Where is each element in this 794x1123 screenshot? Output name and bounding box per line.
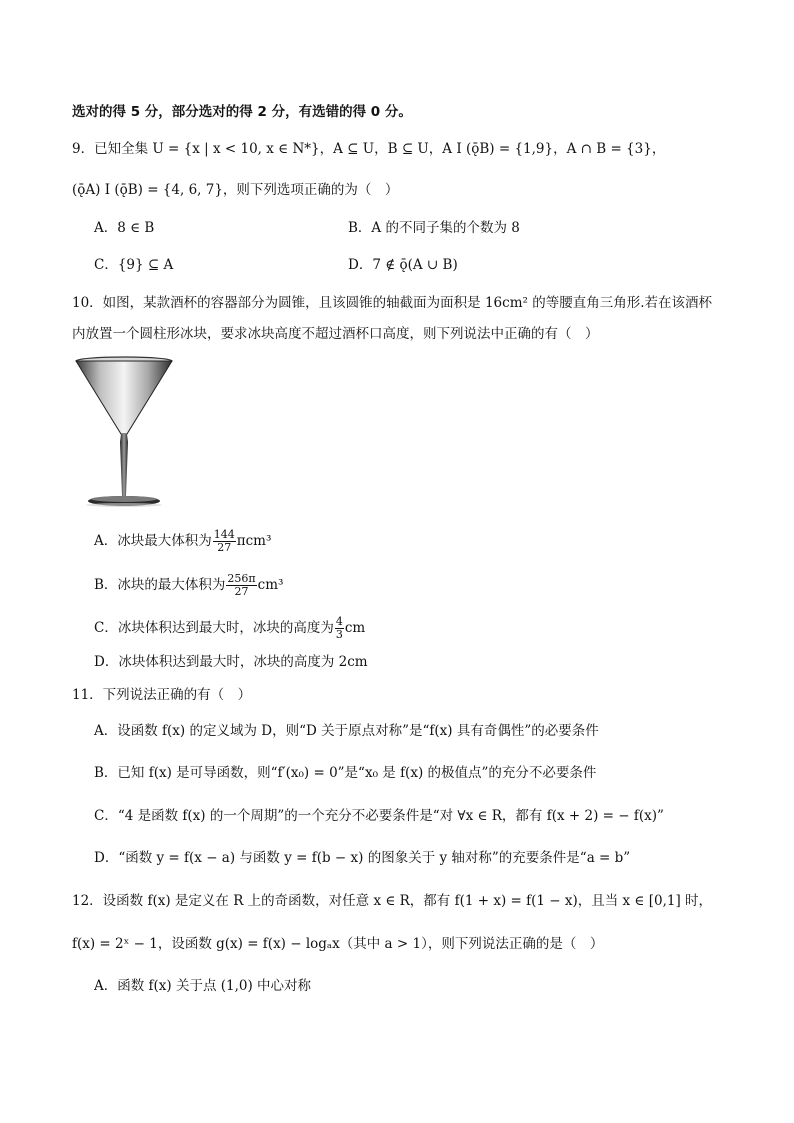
q10-stem-line2: 内放置一个圆柱形冰块，要求冰块高度不超过酒杯口高度，则下列说法中正确的有（ ） <box>72 326 599 342</box>
q9-stem-line1: 9．已知全集 U = {x | x < 10, x ∈ N*}，A ⊆ U，B ⊆ U，A I (ǭB) = {1,9}，A ∩ B = {3}， <box>72 141 666 157</box>
q11-option-c: C．“4 是函数 f(x) 的一个周期”的一个充分不必要条件是“对 ∀x ∈ R，都有 f(x + 2) = − f(x)” <box>94 808 664 824</box>
q12-stem-line1: 12．设函数 f(x) 是定义在 R 上的奇函数，对任意 x ∈ R，都有 f(1 + x) = f(1 − x)，且当 x ∈ [0,1] 时， <box>72 893 713 909</box>
q9-stem-line2: (ǭA) I (ǭB) = {4, 6, 7}，则下列选项正确的为（ ） <box>72 182 399 198</box>
martini-glass-figure <box>74 356 174 508</box>
scoring-note: 选对的得 5 分，部分选对的得 2 分，有选错的得 0 分。 <box>72 104 412 120</box>
fraction: $\frac{256\pi}{27}$ <box>227 572 256 598</box>
q9-option-b: B．A 的不同子集的个数为 8 <box>348 220 520 236</box>
q10-option-d: D．冰块体积达到最大时，冰块的高度为 2cm <box>94 654 368 670</box>
q10-option-c: C．冰块体积达到最大时，冰块的高度为 $\frac{4}{3}$ cm <box>94 615 366 641</box>
fraction: $\frac{144}{27}$ <box>213 528 235 554</box>
q9-option-d: D．7 ∉ ǭ(A ∪ B) <box>348 257 458 273</box>
q12-stem-line2: f(x) = 2ˣ − 1，设函数 g(x) = f(x) − logₐx（其中 a > 1），则下列说法正确的是（ ） <box>72 936 604 952</box>
q10-option-b: B．冰块的最大体积为 $\frac{256\pi}{27}$ cm³ <box>94 572 284 598</box>
q11-stem: 11．下列说法正确的有（ ） <box>72 687 252 703</box>
q10-option-a: A．冰块最大体积为 $\frac{144}{27}$ πcm³ <box>94 528 272 554</box>
q11-option-a: A．设函数 f(x) 的定义域为 D，则“D 关于原点对称”是“f(x) 具有奇偶性”的必要条件 <box>94 723 599 739</box>
q9-option-c: C．{9} ⊆ A <box>94 257 174 273</box>
fraction: $\frac{4}{3}$ <box>335 615 343 641</box>
q12-option-a: A．函数 f(x) 关于点 (1,0) 中心对称 <box>94 978 312 994</box>
q9-option-a: A．8 ∈ B <box>94 220 155 236</box>
q11-option-d: D．“函数 y = f(x − a) 与函数 y = f(b − x) 的图象关于 y 轴对称”的充要条件是“a = b” <box>94 850 631 866</box>
q11-option-b: B．已知 f(x) 是可导函数，则“f′(x₀) = 0”是“x₀ 是 f(x) 的极值点”的充分不必要条件 <box>94 765 597 781</box>
q10-stem-line1: 10．如图，某款酒杯的容器部分为圆锥，且该圆锥的轴截面为面积是 16cm² 的等腰直角三角形.若在该酒杯 <box>72 295 713 311</box>
